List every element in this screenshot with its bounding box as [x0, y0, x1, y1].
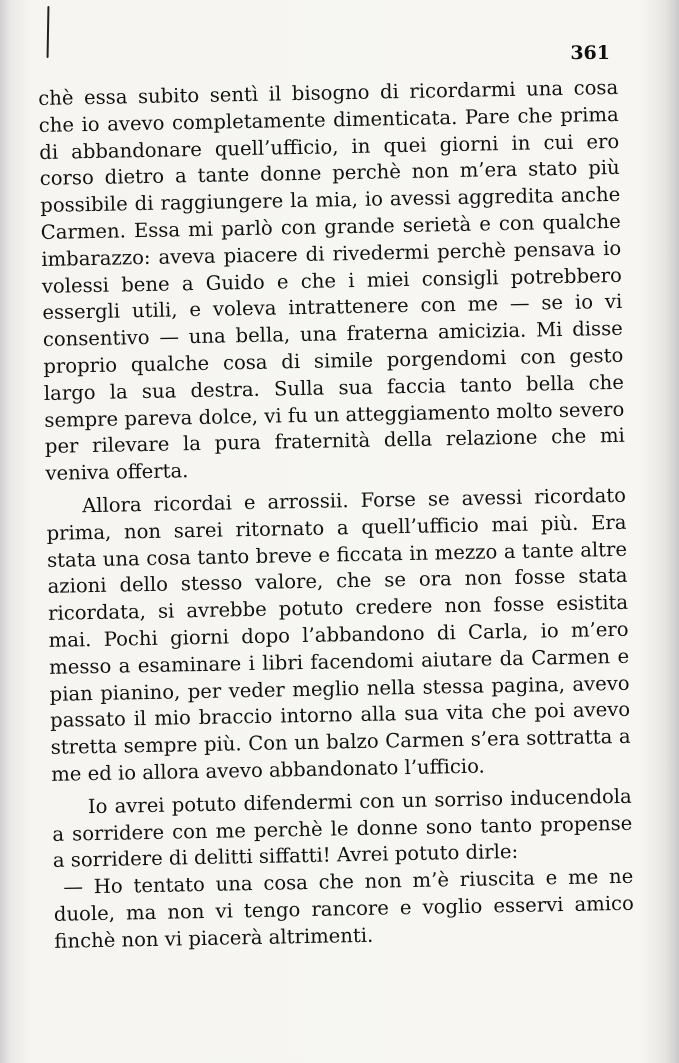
paragraph: Allora ricordai e arrossii. Forse se avessi ricordato prima, non sarei ritornato a quell’ufficio mai più. Era stata una cosa tanto breve e ficcata in mezzo a tante altre azioni dello stesso valore, che se ora non fosse stata ricordata, si avrebbe potuto credere non fosse esistita mai. Pochi giorni dopo l’abbandono di Carla, io m’ero messo a esaminare i libri facendomi aiutare da Carmen e pian pianino, per veder meglio nella stessa pagina, avevo passato il mio braccio intorno alla sua vita che poi avevo stretta sempre più. Con un balzo Carmen s’era sottratta a me ed io allora avevo abbandonato l’ufficio. — [46, 483, 631, 786]
page-edge-mark — [47, 6, 50, 58]
body-text — [38, 75, 635, 955]
paragraph: Io avrei potuto difendermi con un sorriso inducendola a sorridere con me perchè le donne sono tanto propense a sorridere di delitti siffatti! Avrei potuto dirle: — [52, 784, 633, 873]
dialogue-paragraph: — Ho tentato una cosa che non m’è riuscita e me ne duole, ma non vi tengo rancore e voglio esservi amico finchè non vi piacerà altrimenti. — [53, 864, 635, 953]
page-number: 361 — [570, 42, 610, 64]
paragraph: chè essa subito sentì il bisogno di ricordarmi una cosa che io avevo completamente dimenticata. Pare che prima di abbandonare quell’ufficio, in quei giorni in cui ero corso dietro a tante donne perchè non m’era stato più possibile di raggiungere la mia, io avessi aggredita anche Carmen. Essa mi parlò con grande serietà e con qualche imbarazzo: aveva piacere di rivedermi perchè pensava io volessi bene a Guido e che i miei consigli potrebbero essergli utili, e voleva intrattenere con me — se io vi consentivo — una bella, una fraterna amicizia. Mi disse proprio qualche cosa di simile porgendomi con gesto largo la sua destra. Sulla sua faccia tanto bella che sempre pareva dolce, vi fu un atteggiamento molto severo per rilevare la pura fraternità della relazione che mi veniva offerta. — [38, 75, 626, 486]
